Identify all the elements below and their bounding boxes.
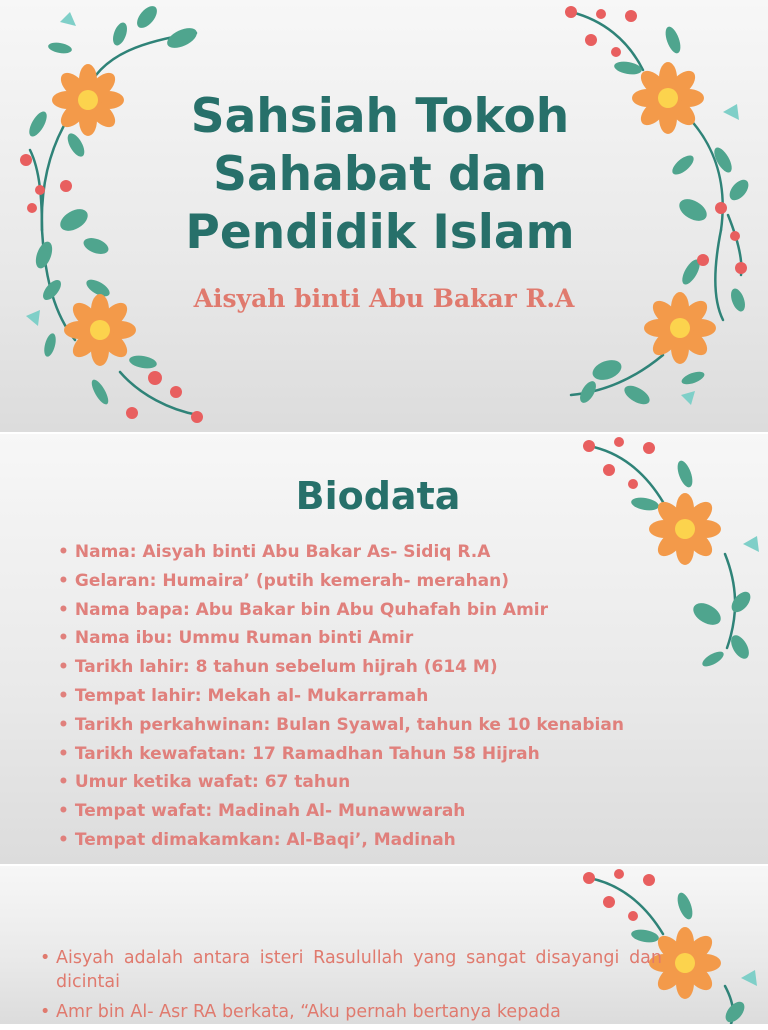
list-item: • Nama: Aisyah binti Abu Bakar As- Sidiq R.A [58,538,624,567]
list-item: • Amr bin Al- Asr RA berkata, “Aku pernah bertanya kepada [40,1000,662,1024]
slide-title [130,88,630,262]
leaf-icon [33,239,56,270]
leaf-icon [133,3,160,32]
leaf-icon [675,891,696,921]
list-item: • Gelaran: Humaira’ (putih kemerah- merahan) [58,567,624,596]
berry-icon [697,254,709,266]
leaf-icon [164,24,200,52]
berry-icon [60,180,72,192]
leaf-icon [722,998,748,1024]
content-list [40,946,662,1030]
leaf-icon [728,287,747,314]
leaf-icon [57,205,92,236]
berry-icon [126,407,138,419]
bud-icon [681,391,695,405]
berry-icon [625,10,637,22]
berry-icon [583,872,595,884]
leaf-icon [26,109,50,139]
list-item: • Tarikh kewafatan: 17 Ramadhan Tahun 58 Hijrah [58,740,624,769]
berry-icon [603,896,615,908]
berry-icon [583,440,595,452]
list-item: • Tempat wafat: Madinah Al- Munawwarah [58,797,624,826]
leaf-icon [128,354,158,371]
flower-icon [644,292,716,364]
berry-icon [730,231,740,241]
title-line: Pendidik Islam [185,205,575,260]
list-item: • Aisyah adalah antara isteri Rasulullah yang sangat disayangi dan dicintai [40,946,662,994]
berry-icon [611,47,621,57]
berry-icon [735,262,747,274]
berry-icon [191,411,203,423]
biodata-list [58,538,624,855]
flower-icon [632,62,704,134]
leaf-icon [89,377,112,406]
list-item: • Umur ketika wafat: 67 tahun [58,768,624,797]
berry-icon [35,185,45,195]
bud-icon [60,12,76,26]
slide-subtitle: Aisyah binti Abu Bakar R.A [193,284,575,313]
leaf-icon [110,21,129,48]
list-item: • Tempat lahir: Mekah al- Mukarramah [58,682,624,711]
leaf-icon [680,369,706,387]
berry-icon [643,442,655,454]
berry-icon [596,9,606,19]
list-item: • Nama ibu: Ummu Ruman binti Amir [58,624,624,653]
leaf-icon [690,599,725,630]
leaf-icon [81,235,110,257]
bud-icon [723,104,739,120]
leaf-icon [663,25,684,55]
bud-icon [26,310,40,326]
title-line: Sahabat dan [213,147,547,202]
berry-icon [628,911,638,921]
leaf-icon [577,379,599,406]
berry-icon [170,386,182,398]
leaf-icon [676,195,711,226]
berry-icon [565,6,577,18]
berry-icon [585,34,597,46]
list-item: • Tarikh lahir: 8 tahun sebelum hijrah (614 M) [58,653,624,682]
leaf-icon [64,131,87,160]
flower-icon [52,64,124,136]
leaf-icon [630,928,660,945]
title-line: Sahsiah Tokoh [190,89,570,144]
leaf-icon [42,332,58,358]
biodata-heading: Biodata [295,474,461,518]
berry-icon [614,869,624,879]
berry-icon [148,371,162,385]
leaf-icon [726,176,752,203]
bud-icon [741,970,757,986]
berry-icon [614,437,624,447]
berry-icon [643,874,655,886]
berry-icon [20,154,32,166]
leaf-icon [47,41,72,55]
leaf-icon [590,356,624,383]
leaf-icon [669,152,697,178]
list-item: • Tarikh perkahwinan: Bulan Syawal, tahun ke 10 kenabian [58,711,624,740]
leaf-icon [700,649,726,670]
list-item: • Tempat dimakamkan: Al-Baqi’, Madinah [58,826,624,855]
berry-icon [715,202,727,214]
leaf-icon [40,277,65,303]
leaf-icon [728,588,754,615]
list-item: • Nama bapa: Abu Bakar bin Abu Quhafah bin Amir [58,596,624,625]
berry-icon [27,203,37,213]
title-slide [0,0,768,432]
leaf-icon [621,382,652,408]
bud-icon [743,536,759,552]
